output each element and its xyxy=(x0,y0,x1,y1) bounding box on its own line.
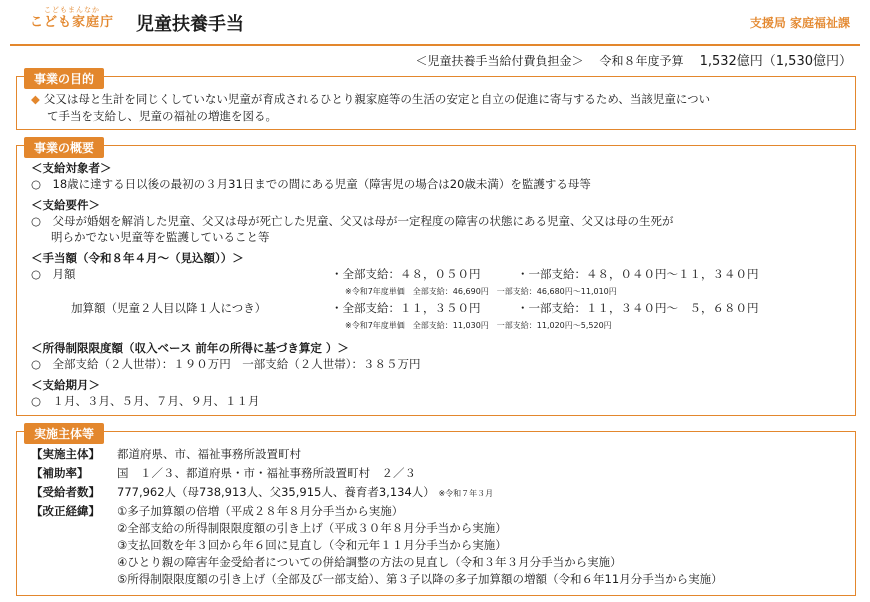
period-heading: ＜支給期月＞ xyxy=(31,378,100,392)
addition-full: ・全部支給：１１，３５０円 xyxy=(331,301,481,315)
monthly-partial: ・一部支給：４８，０４０円～１１，３４０円 xyxy=(517,267,759,281)
implementer-row xyxy=(31,503,403,519)
header-divider xyxy=(10,44,860,46)
limit-heading: ＜所得制限限度額（収入ベース 前年の所得に基づき算定 ）＞ xyxy=(31,341,349,355)
purpose-section xyxy=(16,76,856,130)
purpose-text xyxy=(31,91,845,125)
logo xyxy=(22,6,122,31)
overview-section xyxy=(16,145,856,416)
addition-partial: ・一部支給：１１，３４０円～ ５，６８０円 xyxy=(517,301,759,315)
monthly-label: ○ 月額 xyxy=(31,267,76,281)
budget-year: 令和８年度予算 xyxy=(599,54,684,68)
implementer-row xyxy=(31,446,301,462)
row-label: 【受給者数】 xyxy=(31,485,100,499)
budget-amount: 1,532億円（1,530億円） xyxy=(699,54,852,69)
row-note: ※令和７年３月 xyxy=(438,489,494,498)
purpose-line-1: 父又は母と生計を同じくしていない児童が育成されるひとり親家庭等の生活の安定と自立の促進に寄与するため、当該児童につい xyxy=(43,92,711,106)
target-text: ○ 18歳に達する日以後の最初の３月31日までの間にある児童（障害児の場合は20歳未満）を監護する母等 xyxy=(31,177,591,191)
row-value: 国 １／３、都道府県・市・福祉事務所設置町村 ２／３ xyxy=(117,466,416,480)
addition-note: ※令和7年度単価 全部支給：11,030円 一部支給：11,020円～5,520円 xyxy=(345,321,612,330)
implementer-row xyxy=(31,465,416,481)
logo-tagline: こどもまんなか xyxy=(44,6,100,14)
row-value: 都道府県、市、福祉事務所設置町村 xyxy=(117,447,301,461)
addition-label: 加算額（児童２人目以降１人につき） xyxy=(71,301,267,315)
diamond-bullet-icon: ◆ xyxy=(31,92,40,106)
purpose-line-2: て手当を支給し、児童の福祉の増進を図る。 xyxy=(47,109,277,123)
purpose-heading: 事業の目的 xyxy=(24,68,104,89)
implementer-heading: 実施主体等 xyxy=(24,423,104,444)
history-item: ③支払回数を年３回から年６回に見直し（令和元年１１月分手当から実施） xyxy=(117,538,507,552)
department-label: 支援局 家庭福祉課 xyxy=(749,16,850,30)
amount-heading: ＜手当額（令和８年４月～（見込額））＞ xyxy=(31,251,244,265)
requirement-line-2: 明らかでない児童等を監護していること等 xyxy=(51,230,270,244)
budget-line xyxy=(416,50,852,69)
row-label: 【改正経緯】 xyxy=(31,504,100,518)
overview-heading: 事業の概要 xyxy=(24,137,104,158)
row-label: 【実施主体】 xyxy=(31,447,100,461)
monthly-full: ・全部支給：４８，０５０円 xyxy=(331,267,481,281)
history-item: ⑤所得制限限度額の引き上げ（全部及び一部支給）、第３子以降の多子加算額の増額（令和６年11月分手当から実施） xyxy=(117,572,723,586)
logo-name: こども家庭庁 xyxy=(29,15,114,30)
row-value: ①多子加算額の倍増（平成２８年８月分手当から実施） xyxy=(117,504,404,518)
implementer-section xyxy=(16,431,856,596)
row-label: 【補助率】 xyxy=(31,466,89,480)
page-title: 児童扶養手当 xyxy=(136,14,244,35)
history-item: ②全部支給の所得制限限度額の引き上げ（平成３０年８月分手当から実施） xyxy=(117,521,507,535)
requirement-heading: ＜支給要件＞ xyxy=(31,198,100,212)
requirement-line-1: ○ 父母が婚姻を解消した児童、父又は母が死亡した児童、父又は母が一定程度の障害の状態にある児童、父又は母の生死が xyxy=(31,214,674,228)
period-text: ○ １月、３月、５月、７月、９月、１１月 xyxy=(31,394,260,408)
target-heading: ＜支給対象者＞ xyxy=(31,161,112,175)
limit-text: ○ 全部支給（２人世帯）：１９０万円 一部支給（２人世帯）：３８５万円 xyxy=(31,357,421,371)
history-item: ④ひとり親の障害年金受給者についての併給調整の方法の見直し（令和３年３月分手当から実施） xyxy=(117,555,622,569)
implementer-row xyxy=(31,484,493,502)
budget-label: ＜児童扶養手当給付費負担金＞ xyxy=(415,54,584,68)
row-value: 777,962人（母738,913人、父35,915人、養育者3,134人） xyxy=(117,485,435,499)
monthly-note: ※令和7年度単価 全部支給：46,690円 一部支給：46,680円～11,010円 xyxy=(345,287,617,296)
